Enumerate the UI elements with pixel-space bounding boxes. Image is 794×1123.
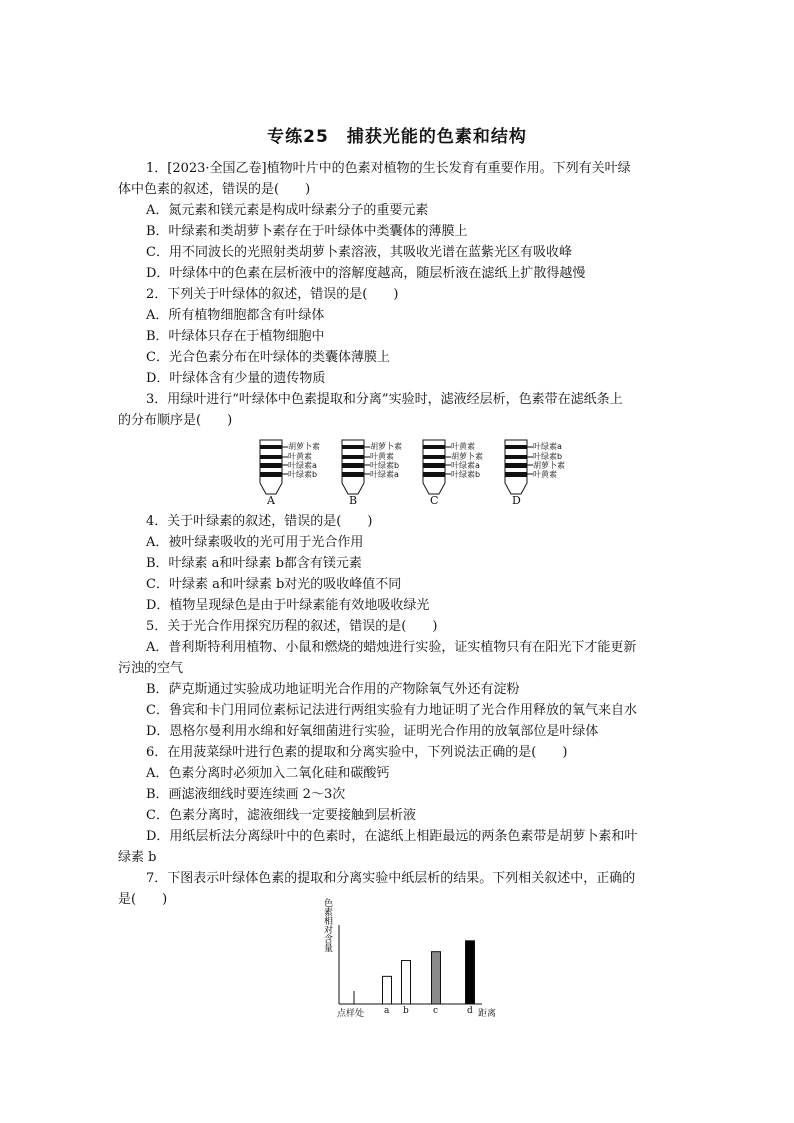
- strip-c-letter: C: [430, 494, 439, 507]
- strip-b-band-4: 叶绿素a: [370, 470, 399, 479]
- strip-d-band-4: 叶黄素: [533, 470, 557, 479]
- strip-a-band-3: 叶绿素a: [288, 461, 317, 470]
- q1-stem-line2: 体中色素的叙述，错误的是( ): [118, 182, 311, 197]
- page-title: 专练25 捕获光能的色素和结构: [267, 127, 527, 147]
- q2-option-b: B．叶绿体只存在于植物细胞中: [146, 329, 325, 344]
- bar-label-c: c: [433, 1006, 439, 1016]
- strip-a-band-4: 叶绿素b: [288, 470, 318, 479]
- q2-option-a: A．所有植物细胞都含有叶绿体: [146, 308, 325, 323]
- bar-d: [466, 941, 475, 1004]
- q2-option-c: C．光合色素分布在叶绿体的类囊体薄膜上: [146, 350, 390, 365]
- chart-xlabel: 距离: [478, 1009, 497, 1019]
- chart-bars: [383, 941, 475, 1004]
- q3-stem-line1: 3．用绿叶进行“叶绿体中色素提取和分离”实验时，滤液经层析，色素带在滤纸条上: [146, 392, 623, 407]
- q1-stem-line1: 1．[2023·全国乙卷]植物叶片中的色素对植物的生长发育有重要作用。下列有关叶绿: [146, 161, 631, 176]
- strip-b-band-1: 胡萝卜素: [370, 442, 402, 451]
- strip-c-band-2: 胡萝卜素: [451, 452, 483, 461]
- q1-option-c: C．用不同波长的光照射类胡萝卜素溶液，其吸收光谱在蓝紫光区有吸收峰: [146, 245, 572, 260]
- strip-d-band-1: 叶绿素a: [533, 442, 562, 451]
- bar-label-d: d: [467, 1006, 473, 1016]
- q6-option-d-line2: 绿素 b: [118, 850, 157, 865]
- q5-option-c: C．鲁宾和卡门用同位素标记法进行两组实验有力地证明了光合作用释放的氧气来自水: [146, 703, 637, 718]
- q5-option-b: B．萨克斯通过实验成功地证明光合作用的产物除氧气外还有淀粉: [146, 682, 520, 697]
- strip-c-band-3: 叶绿素a: [451, 461, 480, 470]
- q6-option-a: A．色素分离时必须加入二氧化硅和碳酸钙: [146, 766, 390, 781]
- strip-b-letter: B: [349, 494, 358, 507]
- q4-option-a: A．被叶绿素吸收的光可用于光合作用: [146, 535, 364, 550]
- q4-option-b: B．叶绿素 a和叶绿素 b都含有镁元素: [146, 556, 362, 571]
- bar-a: [383, 976, 392, 1004]
- q2-option-d: D．叶绿体含有少量的遗传物质: [146, 371, 326, 386]
- q6-stem: 6．在用菠菜绿叶进行色素的提取和分离实验中，下列说法正确的是( ): [146, 745, 568, 760]
- strip-a-band-1: 胡萝卜素: [288, 442, 320, 451]
- q6-option-d-line1: D．用纸层析法分离绿叶中的色素时，在滤纸上相距最远的两条色素带是胡萝卜素和叶: [146, 829, 638, 844]
- strip-a-letter: A: [267, 494, 275, 507]
- q4-option-d: D．植物呈现绿色是由于叶绿素能有效地吸收绿光: [146, 598, 430, 613]
- q7-stem-line2: 是( ): [118, 892, 168, 907]
- q6-option-b: B．画滤液细线时要连续画 2～3次: [146, 787, 346, 802]
- q5-option-a-line2: 污浊的空气: [118, 661, 184, 676]
- strip-c-band-1: 叶黄素: [451, 442, 475, 451]
- q2-stem: 2．下列关于叶绿体的叙述，错误的是( ): [146, 287, 399, 302]
- bar-b: [402, 961, 411, 1004]
- q5-stem: 5．关于光合作用探究历程的叙述，错误的是( ): [146, 619, 438, 634]
- chart-origin-label: 点样处: [337, 1009, 365, 1019]
- bar-label-a: a: [384, 1006, 390, 1016]
- strip-a-band-2: 叶黄素: [288, 452, 312, 461]
- strip-c-band-4: 叶绿素b: [451, 470, 481, 479]
- q1-option-a: A．氮元素和镁元素是构成叶绿素分子的重要元素: [146, 203, 429, 218]
- chart-ylabel: 色素相对含量: [322, 898, 332, 952]
- strip-d-band-2: 叶绿素b: [533, 452, 563, 461]
- q3-stem-line2: 的分布顺序是( ): [118, 413, 233, 428]
- strip-d-band-3: 胡萝卜素: [533, 461, 565, 470]
- strip-b-band-2: 叶黄素: [370, 452, 394, 461]
- q5-option-a-line1: A．普利斯特利用植物、小鼠和燃烧的蜡烛进行实验，证实植物只有在阳光下才能更新: [146, 640, 637, 655]
- bar-c: [432, 952, 441, 1004]
- bar-label-b: b: [403, 1006, 409, 1016]
- strip-b-band-3: 叶绿素b: [370, 461, 400, 470]
- strip-d-letter: D: [512, 494, 521, 507]
- q1-option-b: B．叶绿素和类胡萝卜素存在于叶绿体中类囊体的薄膜上: [146, 224, 468, 239]
- q7-stem-line1: 7．下图表示叶绿体色素的提取和分离实验中纸层析的结果。下列相关叙述中，正确的: [146, 871, 636, 886]
- q1-option-d: D．叶绿体中的色素在层析液中的溶解度越高，随层析液在滤纸上扩散得越慢: [146, 266, 586, 281]
- q4-option-c: C．叶绿素 a和叶绿素 b对光的吸收峰值不同: [146, 577, 402, 592]
- q4-stem: 4．关于叶绿素的叙述，错误的是( ): [146, 514, 373, 529]
- q5-option-d: D．恩格尔曼利用水绵和好氧细菌进行实验，证明光合作用的放氧部位是叶绿体: [146, 724, 599, 739]
- q6-option-c: C．色素分离时，滤液细线一定要接触到层析液: [146, 808, 416, 823]
